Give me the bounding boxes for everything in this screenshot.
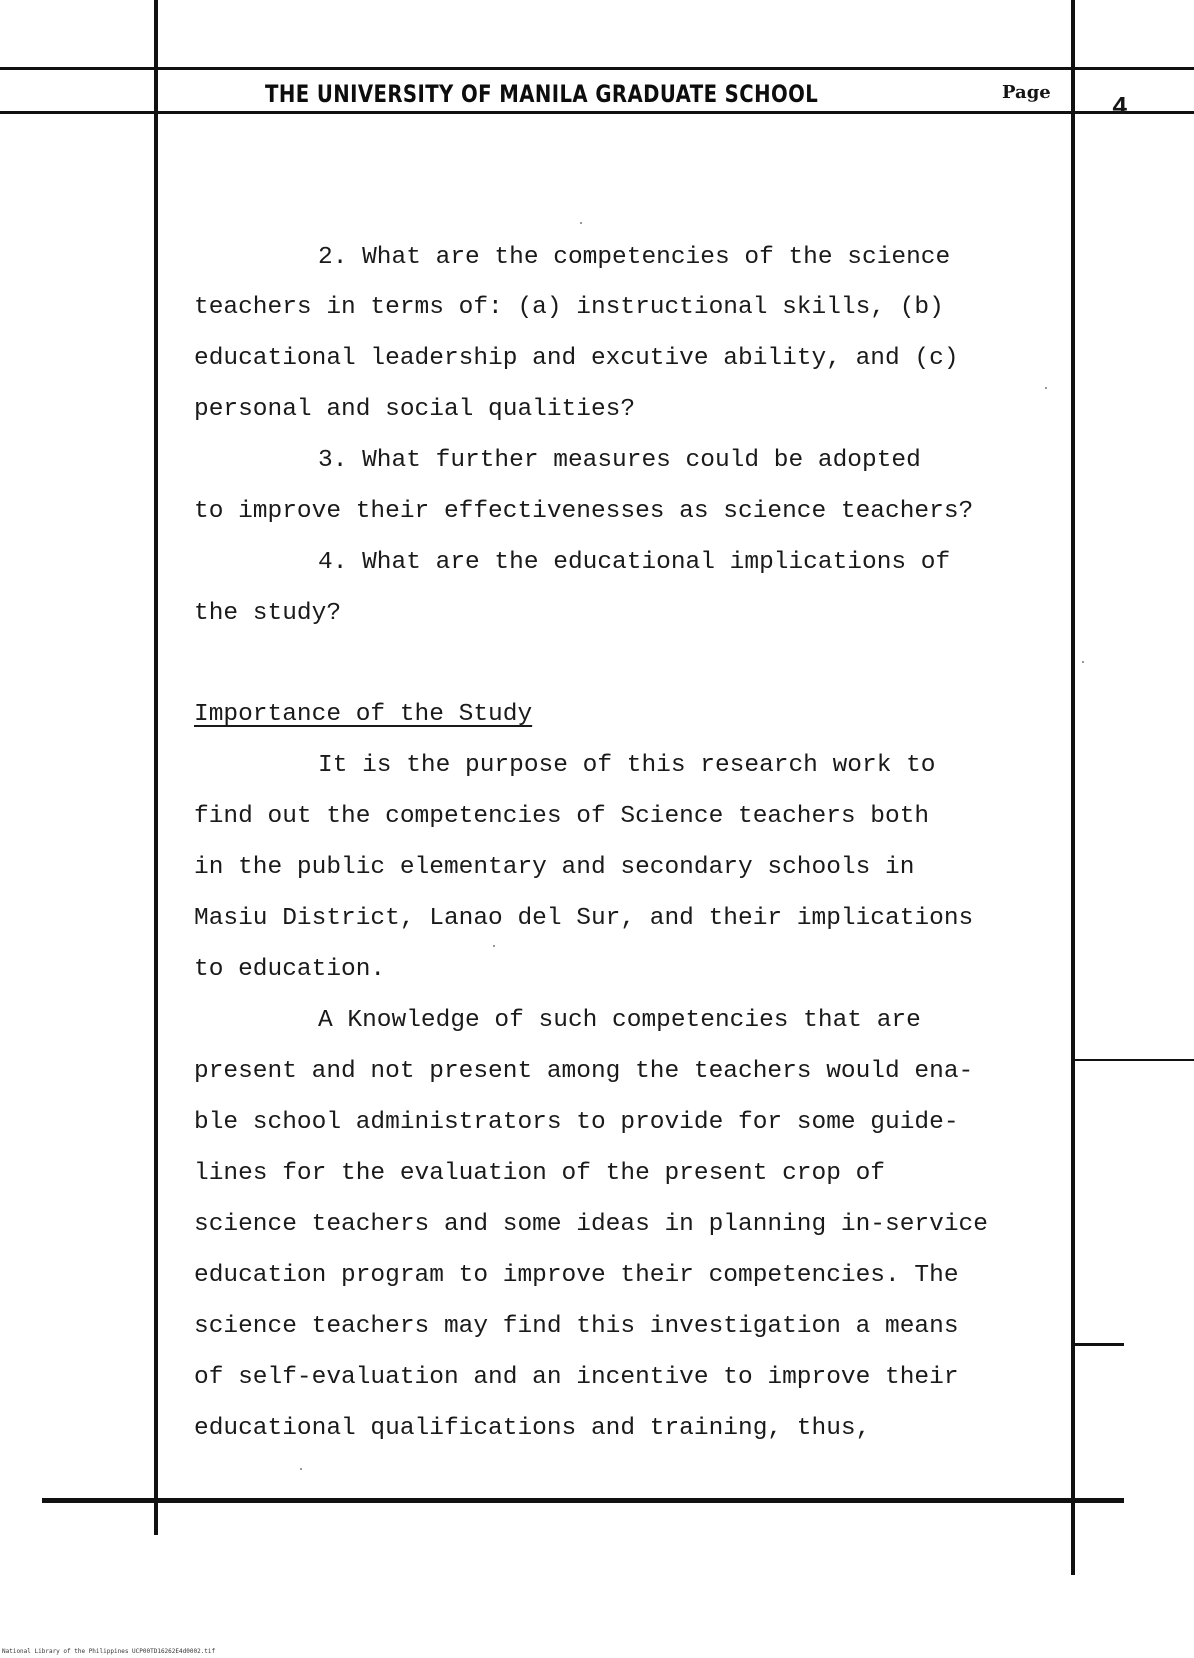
paragraph-2-line-9: educational qualifications and training, thus,: [194, 1415, 871, 1442]
paragraph-1-line-1: It is the purpose of this research work to: [318, 752, 936, 779]
left-margin-rule: [154, 0, 158, 1535]
question-2-line-4: personal and social qualities?: [194, 396, 636, 423]
question-4-line-2: the study?: [194, 600, 342, 627]
scan-speck: [493, 945, 495, 947]
paragraph-2-line-3: ble school administrators to provide for some guide-: [194, 1109, 959, 1136]
paragraph-2-line-5: science teachers and some ideas in planning in-service: [194, 1211, 988, 1238]
question-2-line-3: educational leadership and excutive ability, and (c): [194, 345, 959, 372]
scan-speck: [580, 222, 582, 224]
paragraph-1-line-2: find out the competencies of Science teachers both: [194, 803, 930, 830]
question-2-line-2: teachers in terms of: (a) instructional skills, (b): [194, 294, 944, 321]
scan-speck: [1045, 387, 1047, 389]
page-header-title: THE UNIVERSITY OF MANILA GRADUATE SCHOOL: [265, 80, 819, 108]
paragraph-1-line-3: in the public elementary and secondary schools in: [194, 854, 915, 881]
paragraph-2-line-4: lines for the evaluation of the present crop of: [194, 1160, 886, 1187]
scan-speck: [300, 1468, 302, 1470]
right-tick-2: [1073, 1343, 1124, 1346]
header-bottom-rule: [0, 111, 1194, 114]
paragraph-2-line-1: A Knowledge of such competencies that are: [318, 1007, 921, 1034]
paragraph-2-line-6: education program to improve their competencies. The: [194, 1262, 959, 1289]
question-3-line-2: to improve their effectivenesses as science teachers?: [194, 498, 974, 525]
question-2-line-1: 2. What are the competencies of the science: [318, 244, 951, 271]
paragraph-1-line-5: to education.: [194, 956, 386, 983]
microfilm-source-line: National Library of the Philippines UCP00TD16262E4d0002.tif: [2, 1648, 216, 1655]
paragraph-2-line-8: of self-evaluation and an incentive to improve their: [194, 1364, 959, 1391]
page-number: 4: [1112, 92, 1128, 122]
paragraph-1-line-4: Masiu District, Lanao del Sur, and their implications: [194, 905, 974, 932]
page-label: Page: [1002, 82, 1051, 103]
section-heading: Importance of the Study: [194, 701, 533, 728]
question-4-line-1: 4. What are the educational implications of: [318, 549, 951, 576]
question-3-line-1: 3. What further measures could be adopted: [318, 447, 921, 474]
right-margin-rule: [1071, 0, 1075, 1575]
top-rule: [0, 67, 1194, 70]
right-tick-1: [1073, 1059, 1194, 1061]
bottom-rule: [42, 1498, 1124, 1503]
paragraph-2-line-2: present and not present among the teachers would ena-: [194, 1058, 974, 1085]
scan-speck: [1082, 661, 1084, 663]
paragraph-2-line-7: science teachers may find this investigation a means: [194, 1313, 959, 1340]
